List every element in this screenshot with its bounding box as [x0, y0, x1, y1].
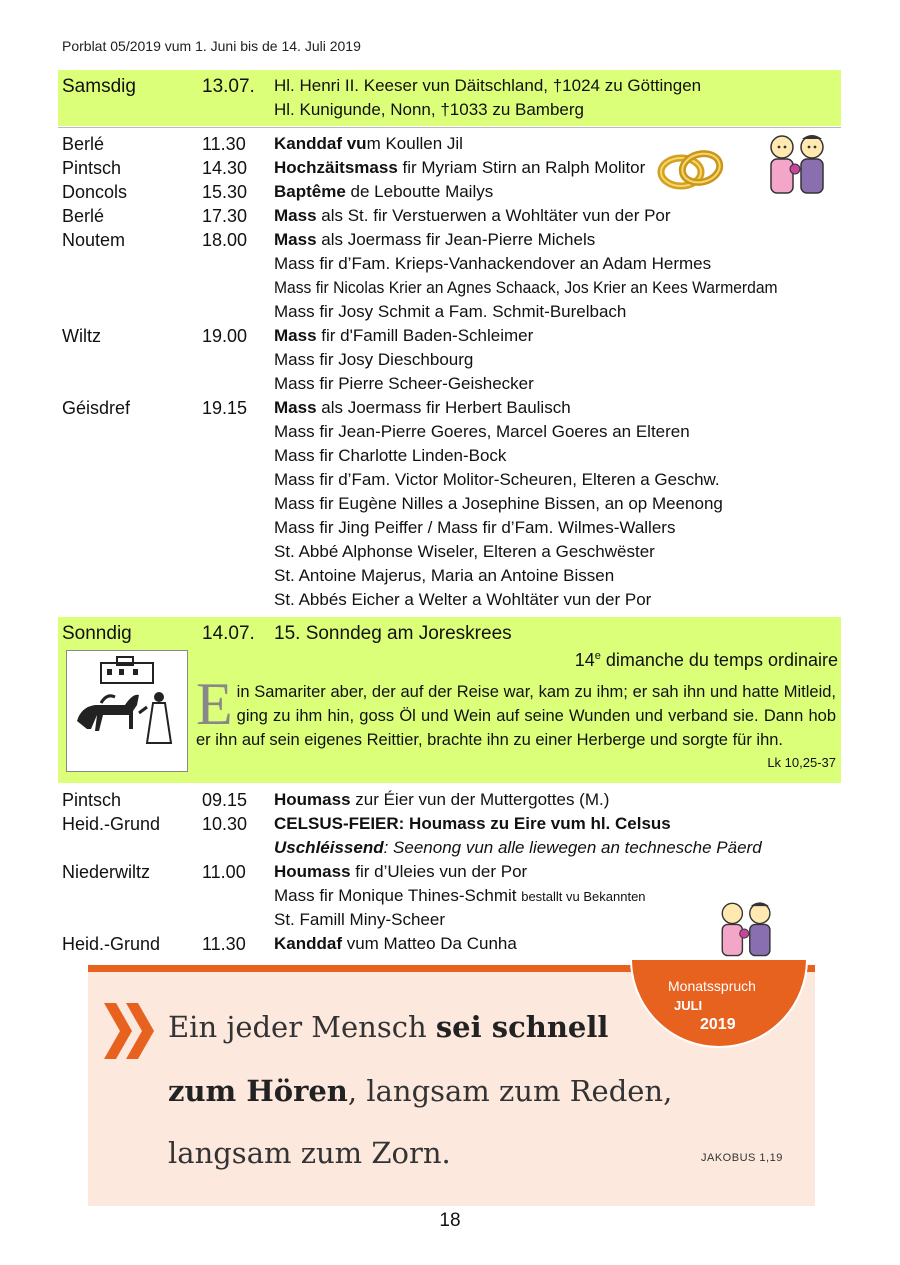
intention: Mass fir d’Fam. Victor Molitor-Scheuren, Elteren a Geschw.: [274, 470, 720, 489]
service-row: [62, 300, 842, 324]
place: Doncols: [62, 182, 128, 202]
place: Berlé: [62, 206, 105, 226]
service-row: Niederwiltz 11.00 Houmass fir d’Uleies vun der Por: [62, 862, 528, 882]
page-header: Porblat 05/2019 vum 1. Juni bis de 14. Juli 2019: [62, 38, 361, 54]
time: 11.30: [202, 134, 246, 154]
service-row: [62, 468, 842, 492]
place: Wiltz: [62, 326, 101, 346]
day-label: Samsdig: [62, 76, 136, 97]
time: 11.00: [202, 862, 246, 882]
intention: Mass als Joermass fir Jean-Pierre Michels: [274, 230, 596, 249]
time: 17.30: [202, 206, 248, 226]
date-label: 13.07.: [202, 76, 255, 97]
quote-line-3: langsam zum Zorn.: [168, 1136, 451, 1170]
quote-text: in Samariter aber, der auf der Reise war, kam zu ihm; er sah ihn und hatte Mitleid, ging zu ihm hin, goss Öl und Wein auf seine Wunden und verband sie. Dann hob er ihn auf sein eigenes Reittier, brachte ihn zu einer Herberge und sorgte für ihn.: [196, 683, 836, 749]
intention: St. Abbés Eicher a Welter a Wohltäter vun der Por: [274, 590, 652, 609]
service-row: [62, 588, 842, 612]
service-row: [62, 540, 842, 564]
intention: Mass fir d’Fam. Krieps-Vanhackendover an Adam Hermes: [274, 254, 712, 273]
time: 19.00: [202, 326, 248, 346]
service-row: Mass fir Monique Thines-Schmit bestallt vu Bekannten: [274, 886, 646, 905]
service-row: [62, 420, 842, 444]
place: Niederwiltz: [62, 862, 151, 882]
divider: [58, 127, 841, 128]
intention: Baptême de Leboutte Mailys: [274, 182, 494, 201]
intention: Mass fir Josy Dieschbourg: [274, 350, 474, 369]
service-row: [62, 204, 842, 228]
quote-chevron-icon: [104, 1003, 156, 1059]
intention: Mass fir Jean-Pierre Goeres, Marcel Goeres an Elteren: [274, 422, 690, 441]
intention: Mass fir Jing Peiffer / Mass fir d’Fam. Wilmes-Wallers: [274, 518, 676, 537]
intention: Mass fir Josy Schmit a Fam. Schmit-Burelbach: [274, 302, 627, 321]
service-row: [62, 252, 842, 276]
intention: Mass fir d'Famill Baden-Schleimer: [274, 326, 534, 345]
date-label: 14.07.: [202, 623, 255, 644]
service-row: [62, 228, 842, 252]
samaritan-icon: [67, 651, 187, 771]
quote-line-2: zum Hören, langsam zum Reden,: [168, 1074, 673, 1108]
place: Heid.-Grund: [62, 934, 161, 954]
service-row: [62, 324, 842, 348]
intention: St. Antoine Majerus, Maria an Antoine Bissen: [274, 566, 615, 585]
service-row: [62, 372, 842, 396]
couple-figures-icon: [714, 900, 780, 958]
intention: Kanddaf vum Koullen Jil: [274, 134, 463, 153]
day-label: Sonndig: [62, 623, 132, 644]
service-row: Pintsch 09.15 Houmass zur Éier vun der Muttergottes (M.): [62, 790, 610, 810]
place: Pintsch: [62, 158, 122, 178]
service-row: Heid.-Grund 11.30 Kanddaf vum Matteo Da Cunha: [62, 934, 517, 954]
time: 10.30: [202, 814, 248, 834]
bible-reference: Lk 10,25-37: [767, 755, 836, 770]
intention: Hochzäitsmass fir Myriam Stirn an Ralph Molitor: [274, 158, 646, 177]
time: 14.30: [202, 158, 248, 178]
time: 09.15: [202, 790, 248, 810]
time: 11.30: [202, 934, 246, 954]
service-row: [62, 444, 842, 468]
service-row: [62, 492, 842, 516]
service-row: [62, 276, 842, 300]
place: Heid.-Grund: [62, 814, 161, 834]
wedding-rings-icon: [655, 144, 729, 194]
service-row: [62, 396, 842, 420]
monatsspruch-badge: Monatsspruch JULI 2019: [630, 960, 808, 1050]
quote-line-1: Ein jeder Mensch sei schnell: [168, 1010, 609, 1044]
sunday-subtitle: 14e dimanche du temps ordinaire: [574, 650, 838, 670]
intention: Mass als Joermass fir Herbert Baulisch: [274, 398, 571, 417]
intention: Mass fir Eugène Nilles a Josephine Bissen, an op Meenong: [274, 494, 723, 513]
saturday-header: [58, 70, 841, 126]
sunday-title: 15. Sonndeg am Joreskrees: [274, 623, 512, 644]
service-row: [62, 348, 842, 372]
dropcap: E: [196, 671, 233, 737]
samaritan-illustration: [66, 650, 188, 772]
quote-citation: JAKOBUS 1,19: [701, 1152, 783, 1164]
intention: Mass fir Nicolas Krier an Agnes Schaack, Jos Krier an Kees Warmerdam: [274, 278, 778, 297]
service-row: [62, 516, 842, 540]
page-number: 18: [439, 1210, 461, 1231]
place: Noutem: [62, 230, 126, 250]
service-row: Uschléissend: Seenong vun alle liewegen an technesche Päerd: [274, 838, 762, 857]
intention: Mass als St. fir Verstuerwen a Wohltäter vun der Por: [274, 206, 671, 225]
place: Berlé: [62, 134, 105, 154]
service-row: St. Famill Miny-Scheer: [274, 910, 445, 929]
saint-line-2: Hl. Kunigunde, Nonn, †1033 zu Bamberg: [274, 100, 584, 119]
time: 19.15: [202, 398, 248, 418]
place: Pintsch: [62, 790, 122, 810]
intention: St. Abbé Alphonse Wiseler, Elteren a Geschwëster: [274, 542, 655, 561]
service-row: [62, 564, 842, 588]
service-row: Heid.-Grund 10.30 CELSUS-FEIER: Houmass zu Eire vum hl. Celsus: [62, 814, 671, 834]
intention: Mass fir Charlotte Linden-Bock: [274, 446, 507, 465]
saint-line-1: Hl. Henri II. Keeser vun Däitschland, †1024 zu Göttingen: [274, 76, 702, 95]
time: 18.00: [202, 230, 248, 250]
couple-figures-icon: [762, 133, 834, 195]
time: 15.30: [202, 182, 248, 202]
gospel-quote: [196, 671, 836, 752]
place: Géisdref: [62, 398, 131, 418]
intention: Mass fir Pierre Scheer-Geishecker: [274, 374, 534, 393]
